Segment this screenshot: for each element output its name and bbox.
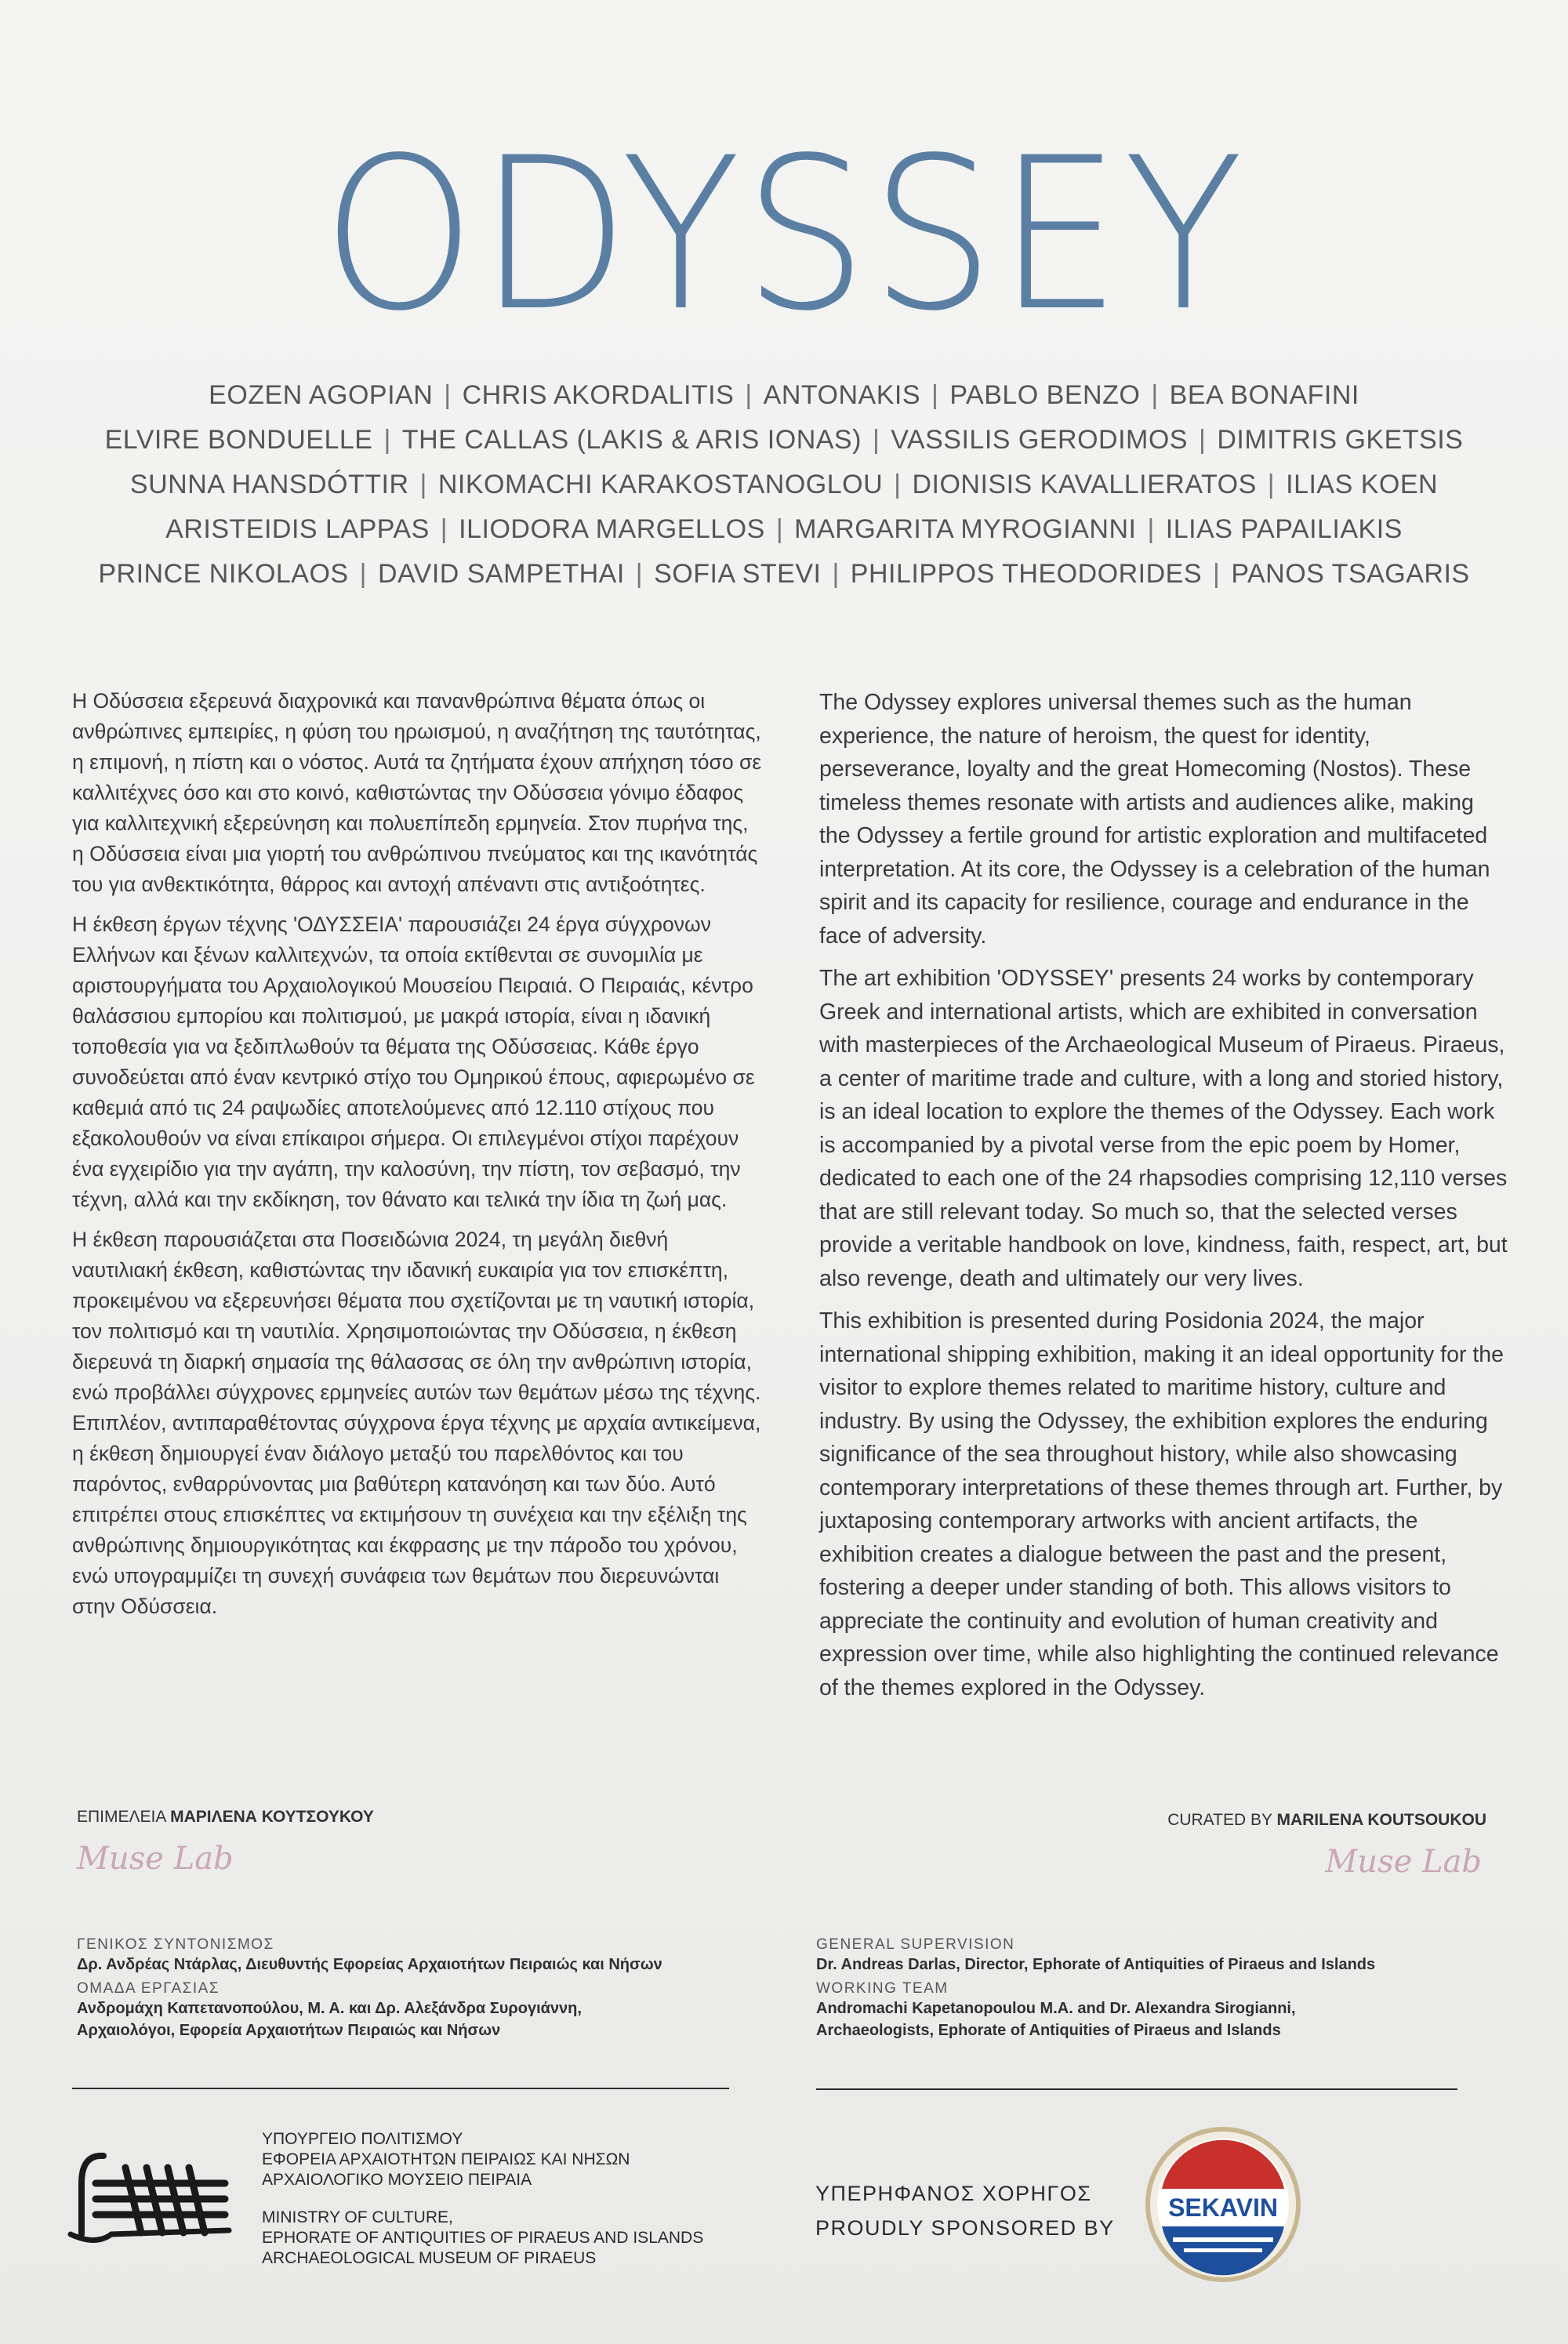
artist-name: PANOS TSAGARIS: [1231, 559, 1470, 589]
ministry-text-english: [262, 2208, 703, 2269]
artist-separator: |: [1147, 514, 1155, 544]
artist-separator: |: [1151, 380, 1159, 410]
artist-name: DIMITRIS GKETSIS: [1217, 425, 1464, 455]
greek-curator-credit: [77, 1808, 374, 1827]
artist-separator: |: [444, 380, 452, 410]
ministry-line: ΥΠΟΥΡΓΕΙΟ ΠΟΛΙΤΙΣΜΟΥ: [262, 2130, 463, 2148]
english-text-column: [819, 686, 1509, 1714]
team-text: Αρχαιολόγοι, Εφορεία Αρχαιοτήτων Πειραιώς και Νήσων: [77, 2022, 501, 2039]
artist-line: [78, 463, 1490, 507]
team-label: ΟΜΑΔΑ ΕΡΓΑΣΙΑΣ: [77, 1980, 220, 1997]
artist-separator: |: [419, 470, 427, 499]
sponsor-label-english: PROUDLY SPONSORED BY: [815, 2216, 1115, 2240]
artist-name: ILIAS PAPAILIAKIS: [1165, 514, 1403, 544]
artist-separator: |: [872, 425, 880, 455]
team-text: Archaeologists, Ephorate of Antiquities of Piraeus and Islands: [816, 2022, 1281, 2039]
artist-separator: |: [1213, 559, 1221, 589]
english-curator-credit: [1167, 1811, 1486, 1830]
supervision-text: Δρ. Ανδρέας Ντάρλας, Διευθυντής Εφορείας Αρχαιοτήτων Πειραιώς και Νήσων: [77, 1956, 662, 1973]
artist-separator: |: [931, 380, 939, 410]
artist-name: DIONISIS KAVALLIERATOS: [912, 470, 1257, 499]
curator-label: ΕΠΙΜΕΛΕΙΑ: [77, 1808, 166, 1826]
artist-line: [78, 507, 1490, 552]
artist-name: ILIODORA MARGELLOS: [459, 514, 765, 544]
divider: [816, 2088, 1457, 2090]
greek-paragraph: Η Οδύσσεια εξερευνά διαχρονικά και πανανθρώπινα θέματα όπως οι ανθρώπινες εμπειρίες, η φύση του ηρωισμού, η αναζήτηση της ταυτότητας, η επιμονή, η πίστη και ο νόστος. Αυτά τα ζητήματα έχουν απήχηση τόσο σε καλλιτέχνες όσο και στο κοινό, καθιστώντας την Οδύσσεια γόνιμο έδαφος για καλλιτεχνική εξερεύνηση και πολυεπίπεδη ερμηνεία. Στον πυρήνα της, η Οδύσσεια είναι μια γιορτή του ανθρώπινου πνεύματος και της ικανότητάς του για ανθεκτικότητα, θάρρος και αντοχή απέναντι στις αντιξοότητες.: [72, 689, 762, 896]
ministry-line: EPHORATE OF ANTIQUITIES OF PIRAEUS AND ISLANDS: [262, 2229, 704, 2247]
ministry-line: MINISTRY OF CULTURE,: [262, 2208, 453, 2226]
supervision-label: ΓΕΝΙΚΟΣ ΣΥΝΤΟΝΙΣΜΟΣ: [77, 1936, 274, 1953]
artist-name: BEA BONAFINI: [1169, 380, 1359, 410]
ministry-line: ARCHAEOLOGICAL MUSEUM OF PIRAEUS: [262, 2249, 597, 2267]
artist-name: PHILIPPOS THEODORIDES: [850, 559, 1202, 589]
english-paragraph: The art exhibition 'ODYSSEY' presents 24 works by contemporary Greek and international artists, which are exhibited in conversation with masterpieces of the Archaeological Museum of Piraeus. Piraeus, a center of maritime trade and culture, with a long and storied history, is an ideal location to explore the themes of the Odyssey. Each work is accompanied by a pivotal verse from the epic poem by Homer, dedicated to each one of the 24 rhapsodies comprising 12,110 verses that are still relevant today. So much so, that the selected verses provide a veritable handbook on love, kindness, faith, respect, art, but also revenge, death and ultimately our very lives.: [819, 966, 1508, 1291]
artist-name: EOZEN AGOPIAN: [209, 380, 434, 410]
artist-separator: |: [832, 559, 840, 589]
artist-separator: |: [1198, 425, 1207, 455]
ministry-text-greek: [262, 2129, 630, 2190]
artist-name: PABLO BENZO: [949, 380, 1141, 410]
artist-separator: |: [383, 425, 391, 455]
sekavin-logo-text: SEKAVIN: [1168, 2193, 1278, 2222]
divider: [72, 2088, 729, 2089]
sponsor-label-greek: ΥΠΕΡΗΦΑΝΟΣ ΧΟΡΗΓΟΣ: [815, 2182, 1092, 2205]
artist-name: ARISTEIDIS LAPPAS: [165, 514, 430, 544]
artist-separator: |: [745, 380, 753, 410]
greek-text-column: [72, 686, 762, 1631]
sekavin-logo: [1145, 2126, 1301, 2283]
artist-name: PRINCE NIKOLAOS: [98, 559, 349, 589]
supervision-text: Dr. Andreas Darlas, Director, Ephorate of Antiquities of Piraeus and Islands: [816, 1956, 1376, 1973]
artist-line: [78, 552, 1490, 597]
artist-name: ILIAS KOEN: [1286, 470, 1439, 499]
greek-paragraph: Η έκθεση έργων τέχνης 'ΟΔΥΣΣΕΙΑ' παρουσιάζει 24 έργα σύγχρονων Ελλήνων και ξένων καλλιτεχνών, τα οποία εκτίθενται σε συνομιλία με αριστουργήματα του Αρχαιολογικού Μουσείου Πειραιά. Ο Πειραιάς, κέντρο θαλάσσιου εμπορίου και πολιτισμού, με μακρά ιστορία, είναι η ιδανική τοποθεσία για να ξεδιπλωθούν τα θέματα της Οδύσσειας. Κάθε έργο συνοδεύεται από έναν κεντρικό στίχο του Ομηρικού έπους, αφιερωμένο σε καθεμιά από τις 24 ραψωδίες αποτελούμενες από 12.110 στίχους που εξακολουθούν να είναι επίκαιροι σήμερα. Οι επιλεγμένοι στίχοι παρέχουν ένα εγχειρίδιο για την αγάπη, την καλοσύνη, την πίστη, τον σεβασμό, την τέχνη, αλλά και την εκδίκηση, τον θάνατο και τελικά την ίδια τη ζωή μας.: [72, 913, 755, 1211]
sponsor-label: [815, 2176, 1115, 2245]
team-text: Ανδρομάχη Καπετανοπούλου, Μ. Α. και Δρ. Αλεξάνδρα Συρογιάννη,: [77, 2000, 582, 2017]
ministry-line: ΑΡΧΑΙΟΛΟΓΙΚΟ ΜΟΥΣΕΙΟ ΠΕΙΡΑΙΑ: [262, 2171, 532, 2189]
artist-line: [78, 373, 1490, 418]
artist-name: MARGARITA MYROGIANNI: [794, 514, 1137, 544]
artist-name: SOFIA STEVI: [654, 559, 822, 589]
artist-name: SUNNA HANSDÓTTIR: [129, 470, 409, 499]
artist-separator: |: [635, 559, 644, 589]
curator-name: MARILENA KOUTSOUKOU: [1276, 1811, 1486, 1829]
team-text: Andromachi Kapetanopoulou M.A. and Dr. Alexandra Sirogianni,: [816, 2000, 1296, 2017]
muse-lab-logo: Muse Lab: [77, 1841, 234, 1877]
artist-name: DAVID SAMPETHAI: [377, 559, 625, 589]
ministry-line: ΕΦΟΡΕΙΑ ΑΡΧΑΙΟΤΗΤΩΝ ΠΕΙΡΑΙΩΣ ΚΑΙ ΝΗΣΩΝ: [262, 2150, 630, 2168]
english-credits: [816, 1936, 1522, 2041]
artist-name: NIKOMACHI KARAKOSTANOGLOU: [437, 470, 884, 499]
muse-lab-logo: Muse Lab: [1325, 1844, 1482, 1880]
artist-name: ANTONAKIS: [763, 380, 921, 410]
curator-label: CURATED BY: [1167, 1811, 1272, 1829]
team-label: WORKING TEAM: [816, 1980, 949, 1997]
supervision-label: GENERAL SUPERVISION: [816, 1936, 1015, 1953]
artist-line: [78, 418, 1490, 463]
artist-list: [78, 373, 1490, 597]
artist-separator: |: [359, 559, 367, 589]
greek-paragraph: Η έκθεση παρουσιάζεται στα Ποσειδώνια 2024, τη μεγάλη διεθνή ναυτιλιακή έκθεση, καθιστώντας την ιδανική ευκαιρία για τον επισκέπτη, προκειμένου να εξερευνήσει θέματα που σχετίζονται με τη ναυτική ιστορία, τον πολιτισμό και τη ναυτιλία. Χρησιμοποιώντας την Οδύσσεια, η έκθεση διερευνά τη διαρκή σημασία της θάλασσας σε όλη την ανθρώπινη ιστορία, ενώ προβάλλει σύγχρονες ερμηνείες αυτών των θεμάτων μέσω της τέχνης. Επιπλέον, αντιπαραθέτοντας σύγχρονα έργα τέχνης με αρχαία αντικείμενα, η έκθεση δημιουργεί έναν διάλογο μεταξύ του παρελθόντος και του παρόντος, ενθαρρύνοντας μια βαθύτερη κατανόηση και των δύο. Αυτό επιτρέπει στους επισκέπτες να εκτιμήσουν τη συνέχεια και την εξέλιξη της ανθρώπινης δημιουργικότητας και έκφρασης με την πάροδο του χρόνου, ενώ υπογραμμίζει τη συνεχή συνάφεια των θεμάτων που διερευνώνται στην Οδύσσεια.: [72, 1228, 761, 1618]
artist-separator: |: [1267, 470, 1276, 499]
greek-credits: [77, 1936, 767, 2041]
artist-separator: |: [894, 470, 902, 499]
artist-separator: |: [440, 514, 448, 544]
ministry-logo-icon: [64, 2140, 245, 2250]
english-paragraph: The Odyssey explores universal themes such as the human experience, the nature of heroism, the quest for identity, perseverance, loyalty and the great Homecoming (Nostos). These timeless themes resonate with artists and audiences alike, making the Odyssey a fertile ground for artistic exploration and multifaceted interpretation. At its core, the Odyssey is a celebration of the human spirit and its capacity for resilience, courage and endurance in the face of adversity.: [819, 690, 1490, 949]
artist-name: THE CALLAS (LAKIS & ARIS IONAS): [401, 425, 862, 455]
artist-name: ELVIRE BONDUELLE: [104, 425, 373, 455]
artist-separator: |: [775, 514, 784, 544]
exhibition-title: ODYSSEY: [321, 113, 1247, 357]
artist-name: CHRIS AKORDALITIS: [462, 380, 735, 410]
curator-name: ΜΑΡΙΛΕΝΑ ΚΟΥΤΣΟΥΚΟΥ: [170, 1808, 374, 1826]
artist-name: VASSILIS GERODIMOS: [891, 425, 1188, 455]
english-paragraph: This exhibition is presented during Posidonia 2024, the major international shipping exhibition, making it an ideal opportunity for the visitor to explore themes related to maritime history, culture and industry. By using the Odyssey, the exhibition explores the enduring significance of the sea throughout history, while also showcasing contemporary interpretations of these themes through art. Further, by juxtaposing contemporary artworks with ancient artifacts, the exhibition creates a dialogue between the past and the present, fostering a deeper under standing of both. This allows visitors to appreciate the continuity and evolution of human creativity and expression over time, while also highlighting the continued relevance of the themes explored in the Odyssey.: [819, 1308, 1504, 1700]
